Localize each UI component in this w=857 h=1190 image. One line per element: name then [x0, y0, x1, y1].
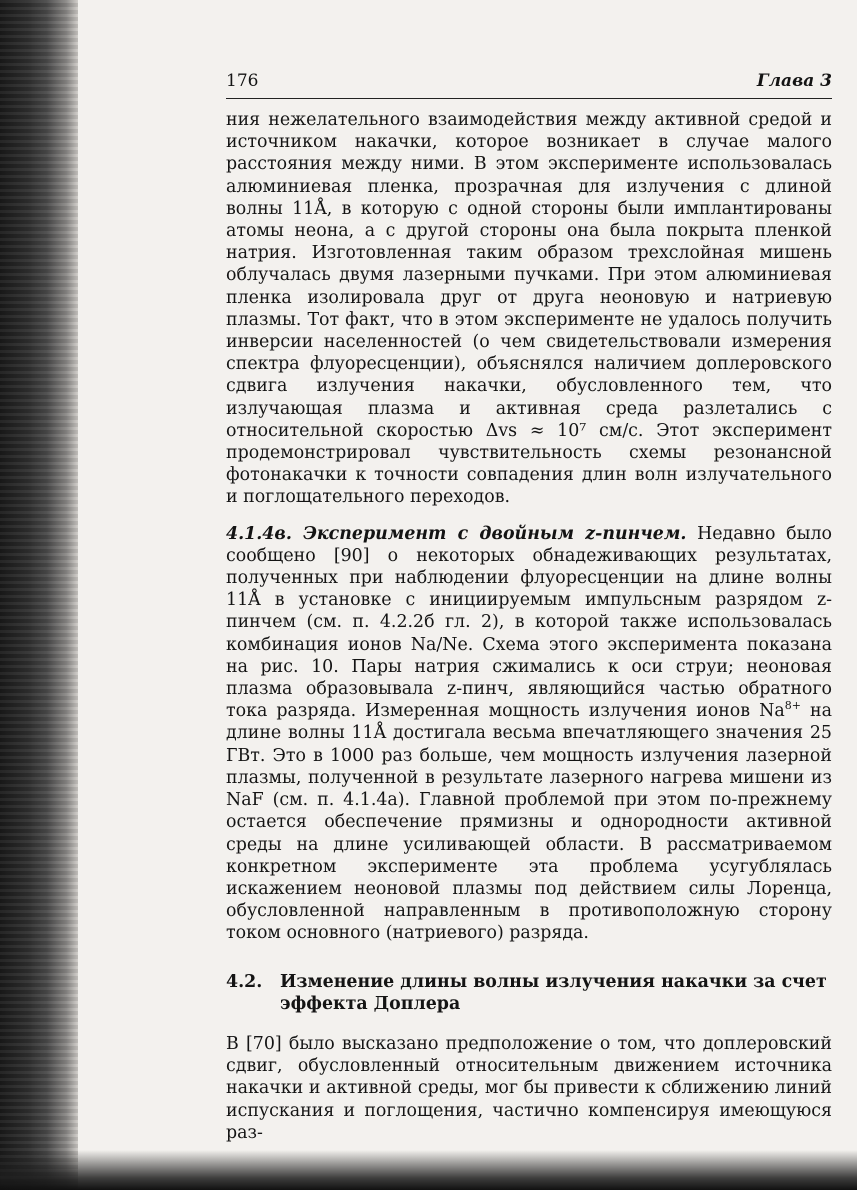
bottom-edge-shadow — [0, 1150, 857, 1190]
section-heading — [226, 971, 832, 1015]
book-page — [226, 70, 832, 1144]
paragraph-double-z-pinch — [226, 523, 832, 945]
running-header — [226, 70, 832, 99]
book-binding-shadow — [0, 0, 78, 1190]
ion-charge-superscript: 8+ — [784, 699, 801, 713]
page-number: 176 — [226, 71, 259, 91]
paragraph-text-a: Недавно было сообщено [90] о некоторых обнадеживающих результатах, полученных при наблюдении флуоресценции на длине волны 11Å в установке с инициируемым импульсным разрядом z-пинчем (см. п. 4.2.2б гл. 2), в которой также использовалась комбинация ионов Na/Ne. Схема этого эксперимента показана на рис. 10. Пары натрия сжимались к оси струи; неоновая плазма образовывала z-пинч, являющийся частью обратного тока разряда. Измеренная мощность излучения ионов Na — [226, 523, 832, 722]
chapter-label: Глава 3 — [756, 71, 832, 91]
paragraph-text-b: на длине волны 11Å достигала весьма впечатляющего значения 25 ГВт. Это в 1000 раз больше, чем мощность излучения лазерной плазмы, полученной в результате лазерного нагрева мишени из NaF (см. п. 4.1.4а). Главной проблемой при этом по-прежнему остается обеспечение прямизны и однородности активной среды на длине усиливающей области. В рассматриваемом конкретном эксперименте эта проблема усугублялась искажением неоновой плазмы под действием силы Лоренца, обусловленной направленным в противоположную сторону током основного (натриевого) разряда. — [226, 701, 832, 944]
paragraph-doppler: В [70] было высказано предположение о том, что доплеровский сдвиг, обусловленный относительным движением источника накачки и активной среды, мог бы привести к сближению линий испускания и поглощения, частично компенсируя имеющуюся раз- — [226, 1033, 832, 1143]
paragraph-continuation: ния нежелательного взаимодействия между активной средой и источником накачки, которое возникает в случае малого расстояния между ними. В этом эксперименте использовалась алюминиевая пленка, прозрачная для излучения с длиной волны 11Å, в которую с одной стороны были имплантированы атомы неона, а с другой стороны она была покрыта пленкой натрия. Изготовленная таким образом трехслойная мишень облучалась двумя лазерными пучками. При этом алюминиевая пленка изолировала друг от друга неоновую и натриевую плазмы. Тот факт, что в этом эксперименте не удалось получить инверсии населенностей (о чем свидетельствовали измерения спектра флуоресценции), объяснялся наличием доплеровского сдвига излучения накачки, обусловленного тем, что излучающая плазма и активная среда разлетались с относительной скоростью Δvs ≈ 10⁷ см/с. Этот эксперимент продемонстрировал чувствительность схемы резонансной фотонакачки к точности совпадения длин волн излучательного и поглощательного переходов. — [226, 110, 832, 508]
section-title: Изменение длины волны излучения накачки за счет эффекта Доплера — [280, 971, 827, 1014]
section-number: 4.2. — [226, 971, 263, 992]
subsection-heading: 4.1.4в. Эксперимент с двойным z-пинчем. — [226, 523, 687, 544]
